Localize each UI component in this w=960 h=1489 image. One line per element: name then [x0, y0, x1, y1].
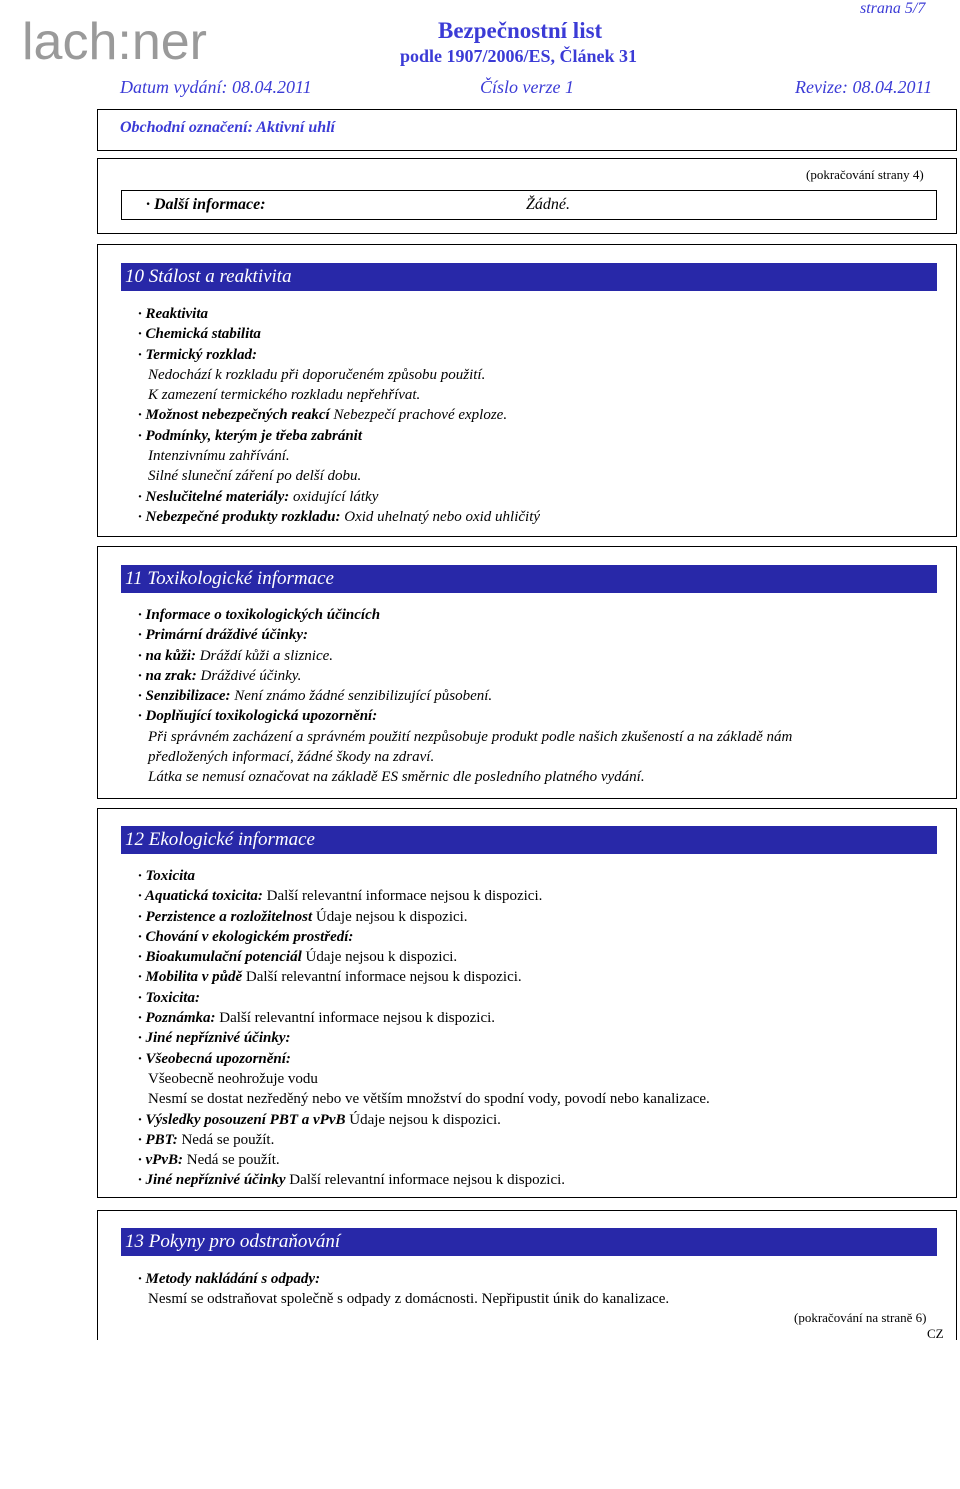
content-line: · Mobilita v půdě Další relevantní informace nejsou k dispozici.	[138, 969, 522, 986]
content-line: · Podmínky, kterým je třeba zabránit	[138, 427, 363, 444]
section-12	[97, 808, 957, 1198]
issue-date: Datum vydání: 08.04.2011	[120, 77, 312, 97]
content-line: · Neslučitelné materiály: oxidující látky	[138, 488, 379, 505]
content-line: · Všeobecná upozornění:	[138, 1050, 291, 1067]
section-11-title: 11 Toxikologické informace	[121, 565, 937, 593]
company-logo: lach:ner	[22, 13, 207, 71]
further-info-container	[97, 158, 957, 234]
further-info-box	[121, 190, 937, 220]
content-line: Nesmí se dostat nezředěný nebo ve větším množství do spodní vody, povodí nebo kanalizace.	[148, 1091, 710, 1108]
content-line: Všeobecně neohrožuje vodu	[148, 1070, 318, 1087]
section-13-content	[138, 1269, 669, 1310]
content-line: · na zrak: Dráždivé účinky.	[138, 667, 302, 684]
section-12-title: 12 Ekologické informace	[121, 826, 937, 854]
revision-date: Revize: 08.04.2011	[795, 77, 933, 97]
content-line: · PBT: Nedá se použít.	[138, 1131, 275, 1148]
content-line: · Výsledky posouzení PBT a vPvB Údaje nejsou k dispozici.	[138, 1111, 501, 1128]
content-line: · Nebezpečné produkty rozkladu: Oxid uhelnatý nebo oxid uhličitý	[138, 508, 541, 525]
section-10	[97, 244, 957, 537]
content-line: · Doplňující toxikologická upozornění:	[138, 708, 378, 725]
content-line: Silné sluneční záření po delší dobu.	[148, 468, 362, 485]
content-line: · Jiné nepříznivé účinky:	[138, 1030, 291, 1047]
further-info-label: · Další informace:	[146, 196, 266, 213]
document-subtitle: podle 1907/2006/ES, Článek 31	[400, 46, 638, 66]
content-line: · Možnost nebezpečných reakcí Nebezpečí prachové exploze.	[138, 407, 508, 424]
content-line: · Poznámka: Další relevantní informace nejsou k dispozici.	[138, 1010, 496, 1027]
language-code: CZ	[927, 1326, 944, 1341]
content-line: · Informace o toxikologických účincích	[138, 607, 381, 623]
content-line: Nedochází k rozkladu při doporučeném způsobu použití.	[148, 366, 486, 383]
content-line: · Toxicita:	[138, 989, 200, 1006]
content-line: · Perzistence a rozložitelnost Údaje nejsou k dispozici.	[138, 908, 468, 925]
content-line: · Termický rozklad:	[138, 346, 258, 363]
content-line: · Jiné nepříznivé účinky Další relevantní informace nejsou k dispozici.	[138, 1172, 566, 1189]
content-line: K zamezení termického rozkladu nepřehřívat.	[148, 387, 421, 404]
version-number: Číslo verze 1	[480, 77, 574, 97]
content-line: · Metody nakládání s odpady:	[138, 1271, 321, 1287]
further-info-value: Žádné.	[526, 196, 570, 213]
content-line: · Primární dráždivé účinky:	[138, 627, 309, 644]
content-line: Látka se nemusí označovat na základě ES směrnic dle posledního platného vydání.	[148, 769, 645, 786]
section-13	[97, 1210, 957, 1340]
content-line: · Toxicita	[138, 868, 195, 884]
content-line: Při správném zacházení a správném použití nezpůsobuje produkt podle našich zkušeností a na základě nám	[148, 728, 793, 745]
trade-name: Obchodní označení: Aktivní uhlí	[120, 119, 335, 136]
continuation-note-bottom: (pokračování na straně 6)	[794, 1310, 927, 1325]
content-line: · na kůži: Dráždí kůži a sliznice.	[138, 647, 334, 664]
content-line: předložených informací, žádné škody na zdraví.	[148, 749, 435, 766]
page-number: strana 5/7	[860, 0, 926, 17]
section-13-title: 13 Pokyny pro odstraňování	[121, 1228, 937, 1256]
section-11	[97, 546, 957, 799]
section-11-content	[138, 605, 792, 788]
content-line: · Reaktivita	[138, 306, 208, 322]
content-line: Nesmí se odstraňovat společně s odpady z domácnosti. Nepřipustit únik do kanalizace.	[148, 1291, 670, 1308]
content-line: · Senzibilizace: Není známo žádné senzibilizující působení.	[138, 688, 493, 705]
content-line: · vPvB: Nedá se použít.	[138, 1152, 280, 1169]
content-line: · Aquatická toxicita: Další relevantní informace nejsou k dispozici.	[138, 888, 543, 905]
content-line: Intenzivnímu zahřívání.	[148, 448, 290, 465]
content-line: · Bioakumulační potenciál Údaje nejsou k dispozici.	[138, 949, 458, 966]
content-line: · Chování v ekologickém prostředí:	[138, 928, 354, 945]
section-10-title: 10 Stálost a reaktivita	[121, 263, 937, 291]
section-10-content	[138, 304, 540, 527]
document-title: Bezpečnostní list	[438, 18, 603, 43]
section-12-content	[138, 866, 710, 1191]
continuation-note-top: (pokračování strany 4)	[806, 167, 924, 182]
content-line: · Chemická stabilita	[138, 326, 261, 343]
